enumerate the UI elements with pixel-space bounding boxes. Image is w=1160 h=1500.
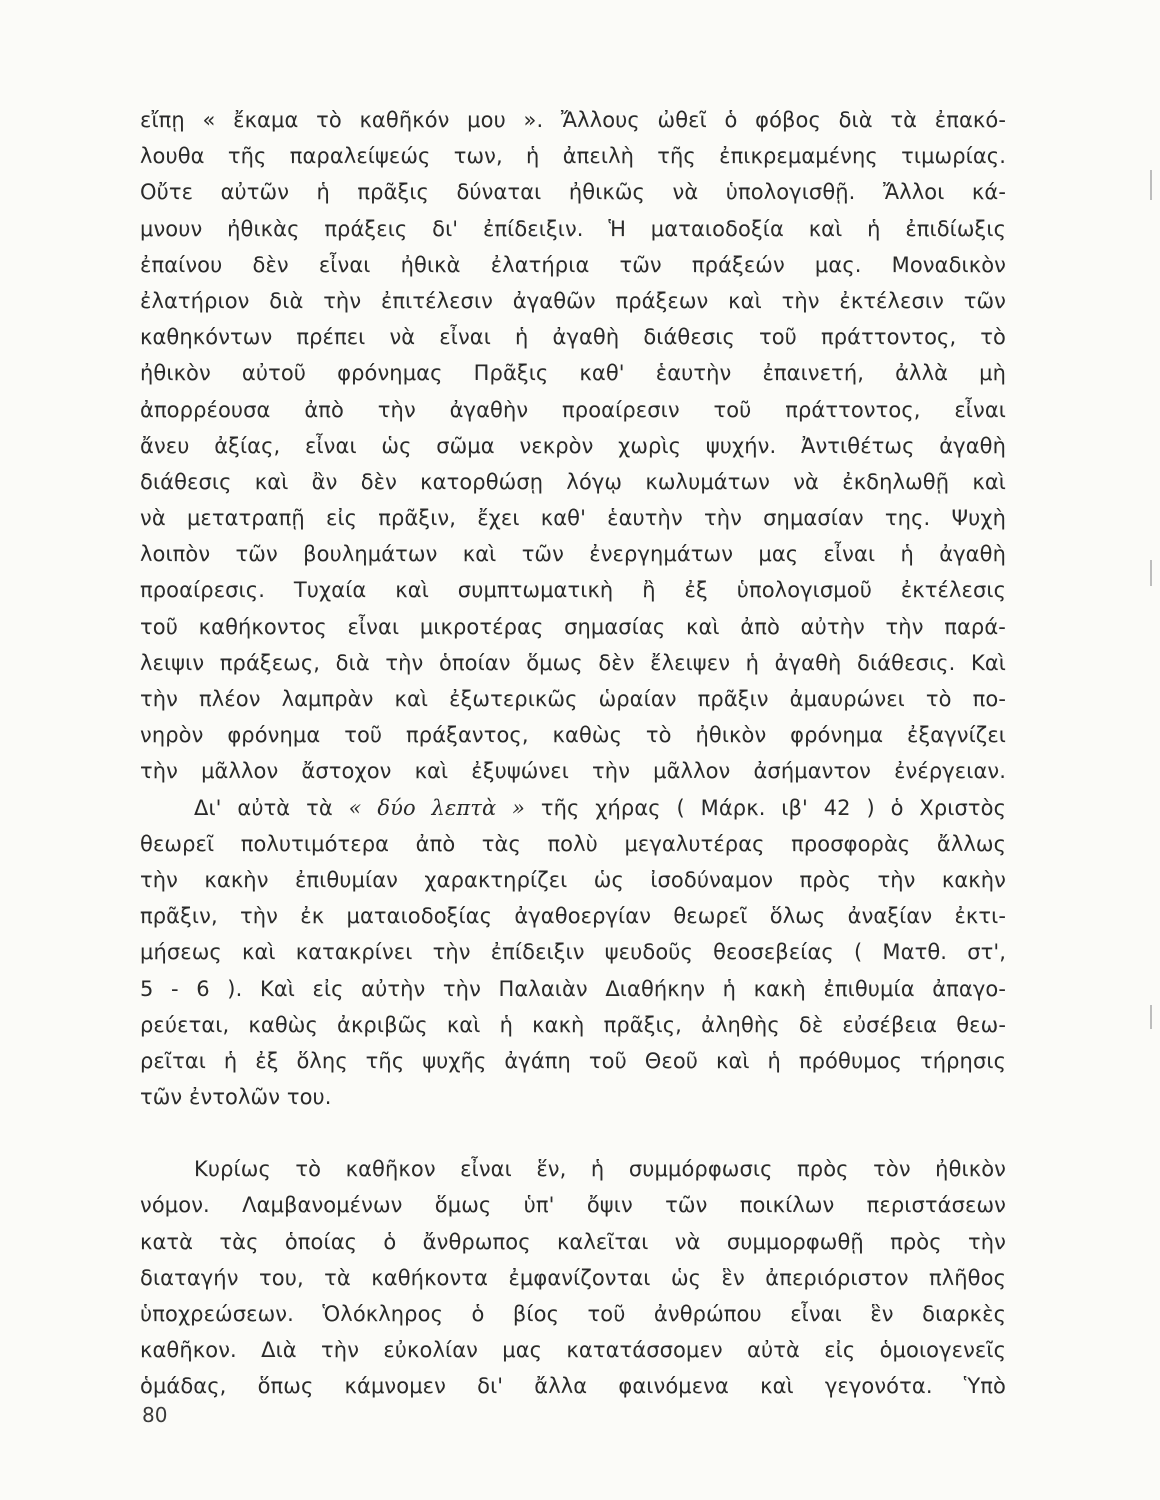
text-line: 5 - 6 ). Καὶ εἰς αὐτὴν τὴν Παλαιὰν Διαθήκην ἡ κακὴ ἐπιθυμία ἀπαγο-	[140, 976, 1006, 1001]
text-line: ρεῖται ἡ ἐξ ὅλης τῆς ψυχῆς ἀγάπη τοῦ Θεοῦ καὶ ἡ πρόθυμος τήρησις	[140, 1048, 1006, 1073]
text-line: καθηκόντων πρέπει νὰ εἶναι ἡ ἀγαθὴ διάθεσις τοῦ πράττοντος, τὸ	[140, 325, 1006, 350]
text-line: τὴν μᾶλλον ἄστοχον καὶ ἐξυψώνει τὴν μᾶλλον ἀσήμαντον ἐνέργειαν.	[140, 759, 1006, 784]
text-line: ἀπορρέουσα ἀπὸ τὴν ἀγαθὴν προαίρεσιν τοῦ πράττοντος, εἶναι	[140, 397, 1006, 422]
text-line: τὴν κακὴν ἐπιθυμίαν χαρακτηρίζει ὡς ἰσοδύναμον πρὸς τὴν κακὴν	[140, 867, 1006, 892]
paragraph-1	[140, 102, 1006, 790]
text-line: διάθεσις καὶ ἂν δὲν κατορθώσῃ λόγῳ κωλυμάτων νὰ ἐκδηλωθῇ καὶ	[140, 469, 1006, 494]
text-line: μνουν ἠθικὰς πράξεις δι' ἐπίδειξιν. Ἡ ματαιοδοξία καὶ ἡ ἐπιδίωξις	[140, 216, 1006, 241]
text-line: ἐλατήριον διὰ τὴν ἐπιτέλεσιν ἀγαθῶν πράξεων καὶ τὴν ἐκτέλεσιν τῶν	[140, 288, 1006, 313]
text-segment: Δι' αὐτὰ τὰ	[194, 795, 349, 820]
text-line: Οὔτε αὐτῶν ἡ πρᾶξις δύναται ἠθικῶς νὰ ὑπολογισθῇ. Ἄλλοι κά-	[140, 180, 1006, 205]
text-line: ἄνευ ἀξίας, εἶναι ὡς σῶμα νεκρὸν χωρὶς ψυχήν. Ἀντιθέτως ἀγαθὴ	[140, 433, 1006, 458]
text-line: μήσεως καὶ κατακρίνει τὴν ἐπίδειξιν ψευδοῦς θεοσεβείας ( Ματθ. στ',	[140, 940, 1006, 965]
text-line: καθῆκον. Διὰ τὴν εὐκολίαν μας κατατάσσομεν αὐτὰ εἰς ὁμοιογενεῖς	[140, 1338, 1006, 1363]
text-line: νὰ μετατραπῇ εἰς πρᾶξιν, ἔχει καθ' ἑαυτὴν τὴν σημασίαν της. Ψυχὴ	[140, 506, 1006, 531]
text-line: θεωρεῖ πολυτιμότερα ἀπὸ τὰς πολὺ μεγαλυτέρας προσφορὰς ἄλλως	[140, 831, 1006, 856]
paragraph-2	[140, 826, 1006, 1116]
text-line: τῶν ἐντολῶν του.	[140, 1085, 332, 1110]
text-line: λουθα τῆς παραλείψεώς των, ἡ ἀπειλὴ τῆς ἐπικρεμαμένης τιμωρίας.	[140, 144, 1006, 169]
text-line: ἠθικὸν αὐτοῦ φρόνημας Πρᾶξις καθ' ἑαυτὴν ἐπαινετή, ἀλλὰ μὴ	[140, 361, 1006, 386]
text-line: διαταγήν του, τὰ καθήκοντα ἐμφανίζονται ὡς ἓν ἀπεριόριστον πλῆθος	[140, 1265, 1006, 1290]
page-number: 80	[142, 1403, 168, 1427]
text-line: ὑποχρεώσεων. Ὁλόκληρος ὁ βίος τοῦ ἀνθρώπου εἶναι ἓν διαρκὲς	[140, 1302, 1006, 1326]
scan-edge-mark	[1150, 170, 1152, 200]
text-segment: τῆς χήρας ( Μάρκ. ιβ' 42 ) ὁ Χριστὸς	[525, 795, 1006, 820]
paragraph-2-first-line	[140, 790, 1006, 826]
text-line: τὴν πλέον λαμπρὰν καὶ ἐξωτερικῶς ὡραίαν πρᾶξιν ἀμαυρώνει τὸ πο-	[140, 687, 1006, 711]
scan-edge-mark	[1150, 560, 1152, 586]
text-line: νηρὸν φρόνημα τοῦ πράξαντος, καθὼς τὸ ἠθικὸν φρόνημα ἐξαγνίζει	[140, 723, 1006, 748]
text-line: τοῦ καθήκοντος εἶναι μικροτέρας σημασίας καὶ ἀπὸ αὐτὴν τὴν παρά-	[140, 614, 1006, 639]
paragraph-3	[140, 1151, 1006, 1404]
italic-quote: « δύο λεπτὰ »	[348, 795, 526, 820]
text-line: νόμον. Λαμβανομένων ὅμως ὑπ' ὄψιν τῶν ποικίλων περιστάσεων	[140, 1193, 1006, 1218]
text-line: ὁμάδας, ὅπως κάμνομεν δι' ἄλλα φαινόμενα καὶ γεγονότα. Ὑπὸ	[140, 1374, 1006, 1399]
text-line: λειψιν πράξεως, διὰ τὴν ὁποίαν ὅμως δὲν ἔλειψεν ἡ ἀγαθὴ διάθεσις. Καὶ	[140, 650, 1006, 675]
text-line: Κυρίως τὸ καθῆκον εἶναι ἕν, ἡ συμμόρφωσις πρὸς τὸν ἠθικὸν	[194, 1157, 1006, 1182]
scan-edge-mark	[1150, 1005, 1152, 1029]
text-line: ρεύεται, καθὼς ἀκριβῶς καὶ ἡ κακὴ πρᾶξις, ἀληθὴς δὲ εὐσέβεια θεω-	[140, 1012, 1006, 1037]
body-text	[140, 102, 1006, 1405]
paragraph-gap	[140, 1115, 1006, 1151]
text-line: πρᾶξιν, τὴν ἐκ ματαιοδοξίας ἀγαθοεργίαν θεωρεῖ ὅλως ἀναξίαν ἐκτι-	[140, 904, 1006, 929]
text-line: λοιπὸν τῶν βουλημάτων καὶ τῶν ἐνεργημάτων μας εἶναι ἡ ἀγαθὴ	[140, 542, 1006, 567]
text-line: προαίρεσις. Τυχαία καὶ συμπτωματικὴ ἢ ἐξ ὑπολογισμοῦ ἐκτέλεσις	[140, 578, 1006, 603]
text-line: ἐπαίνου δὲν εἶναι ἠθικὰ ἐλατήρια τῶν πράξεών μας. Μοναδικὸν	[140, 252, 1006, 277]
text-line: κατὰ τὰς ὁποίας ὁ ἄνθρωπος καλεῖται νὰ συμμορφωθῇ πρὸς τὴν	[140, 1229, 1006, 1254]
text-line: εἴπῃ « ἔκαμα τὸ καθῆκόν μου ». Ἄλλους ὠθεῖ ὁ φόβος διὰ τὰ ἐπακό-	[140, 108, 1006, 132]
